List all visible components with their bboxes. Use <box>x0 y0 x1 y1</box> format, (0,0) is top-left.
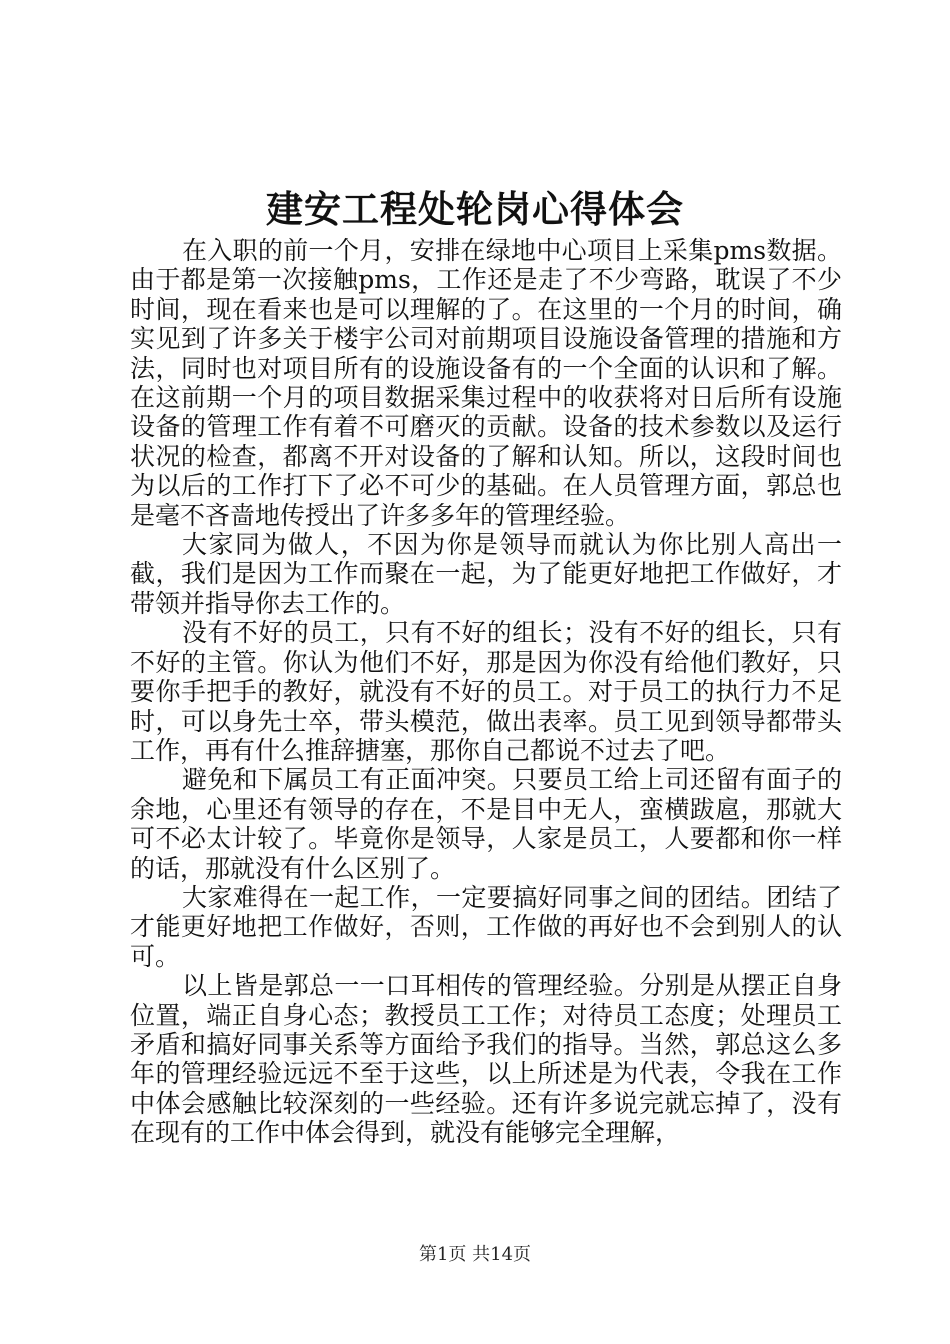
document-body <box>130 236 842 1148</box>
document-title: 建安工程处轮岗心得体会 <box>266 187 684 231</box>
paragraph-1: 在入职的前一个月，安排在绿地中心项目上采集pms数据。由于都是第一次接触pms，工作还是走了不少弯路，耽误了不少时间，现在看来也是可以理解的了。在这里的一个月的时间，确实见到了许多关于楼宇公司对前期项目设施设备管理的措施和方法，同时也对项目所有的设施设备有的一个全面的认识和了解。在这前期一个月的项目数据采集过程中的收获将对日后所有设施设备的管理工作有着不可磨灭的贡献。设备的技术参数以及运行状况的检查，都离不开对设备的了解和认知。所以，这段时间也为以后的工作打下了必不可少的基础。在人员管理方面，郭总也是毫不吝啬地传授出了许多多年的管理经验。 <box>130 236 842 530</box>
paragraph-6: 以上皆是郭总一一口耳相传的管理经验。分别是从摆正自身位置，端正自身心态；教授员工工作；对待员工态度；处理员工矛盾和搞好同事关系等方面给予我们的指导。当然，郭总这么多年的管理经验远远不至于这些，以上所述是为代表，令我在工作中体会感触比较深刻的一些经验。还有许多说完就忘掉了，没有在现有的工作中体会得到，就没有能够完全理解， <box>130 971 842 1148</box>
paragraph-5: 大家难得在一起工作，一定要搞好同事之间的团结。团结了才能更好地把工作做好，否则，工作做的再好也不会到别人的认可。 <box>130 882 842 971</box>
paragraph-2: 大家同为做人，不因为你是领导而就认为你比别人高出一截，我们是因为工作而聚在一起，为了能更好地把工作做好，才带领并指导你去工作的。 <box>130 530 842 618</box>
page-number-footer: 第1页 共14页 <box>418 1244 532 1265</box>
paragraph-3: 没有不好的员工，只有不好的组长；没有不好的组长，只有不好的主管。你认为他们不好，那是因为你没有给他们教好，只要你手把手的教好，就没有不好的员工。对于员工的执行力不足时，可以身先士卒，带头模范，做出表率。员工见到领导都带头工作，再有什么推辞搪塞，那你自己都说不过去了吧。 <box>130 618 842 765</box>
paragraph-4: 避免和下属员工有正面冲突。只要员工给上司还留有面子的余地，心里还有领导的存在，不是目中无人，蛮横跋扈，那就大可不必太计较了。毕竟你是领导，人家是员工，人要都和你一样的话，那就没有什么区别了。 <box>130 765 842 883</box>
